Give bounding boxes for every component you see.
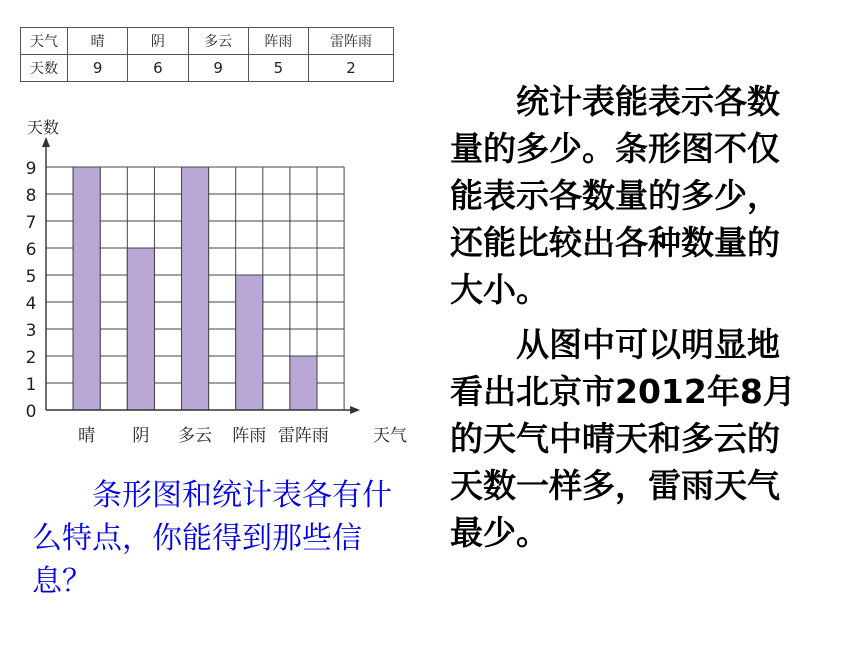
table-header-cell: 阵雨 bbox=[248, 28, 308, 55]
question-text: 条形图和统计表各有什么特点，你能得到那些信息？ bbox=[32, 478, 392, 599]
x-category-label: 多云 bbox=[178, 426, 213, 446]
table-value-cell: 6 bbox=[128, 55, 188, 82]
table-header-cell: 雷阵雨 bbox=[309, 28, 394, 55]
table-header-cell: 晴 bbox=[68, 28, 128, 55]
y-tick-label: 3 bbox=[25, 321, 37, 341]
explanation-paragraph-1: 统计表能表示各数量的多少。条形图不仅能表示各数量的多少，还能比较出各种数量的大小。 bbox=[450, 82, 780, 309]
table-header-cell: 阴 bbox=[128, 28, 188, 55]
x-category-label: 阴 bbox=[132, 426, 150, 446]
bar-chart bbox=[0, 0, 440, 460]
bar bbox=[127, 248, 154, 410]
y-tick-label: 2 bbox=[25, 348, 37, 368]
table-value-cell: 9 bbox=[188, 55, 248, 82]
explanation-text bbox=[450, 78, 810, 556]
table-value-cell: 9 bbox=[68, 55, 128, 82]
y-tick-label: 7 bbox=[25, 213, 37, 233]
bar bbox=[73, 167, 100, 410]
table-row-label: 天数 bbox=[21, 55, 68, 82]
bar bbox=[236, 275, 263, 410]
x-axis-arrow bbox=[350, 406, 360, 414]
bar bbox=[290, 356, 317, 410]
table-header-cell: 天气 bbox=[21, 28, 68, 55]
x-category-label: 雷阵雨 bbox=[277, 426, 329, 446]
table-value-cell: 5 bbox=[248, 55, 308, 82]
explanation-paragraph-2: 从图中可以明显地看出北京市2012年8月的天气中晴天和多云的天数一样多，雷雨天气最少。 bbox=[450, 325, 796, 552]
y-tick-label: 0 bbox=[25, 402, 37, 422]
y-tick-label: 8 bbox=[25, 186, 37, 206]
y-tick-label: 5 bbox=[25, 267, 37, 287]
y-axis-title: 天数 bbox=[27, 118, 60, 137]
table-header-cell: 多云 bbox=[188, 28, 248, 55]
y-tick-label: 4 bbox=[25, 294, 37, 314]
chart-bars bbox=[73, 167, 317, 410]
x-category-label: 阵雨 bbox=[232, 426, 267, 446]
y-tick-label: 1 bbox=[25, 375, 37, 395]
y-tick-label: 6 bbox=[25, 240, 37, 260]
y-tick-label: 9 bbox=[25, 159, 37, 179]
y-axis-arrow bbox=[42, 137, 50, 147]
bar bbox=[182, 167, 209, 410]
table-value-cell: 2 bbox=[309, 55, 394, 82]
x-category-label: 晴 bbox=[78, 426, 96, 446]
x-axis-title: 天气 bbox=[373, 426, 407, 446]
